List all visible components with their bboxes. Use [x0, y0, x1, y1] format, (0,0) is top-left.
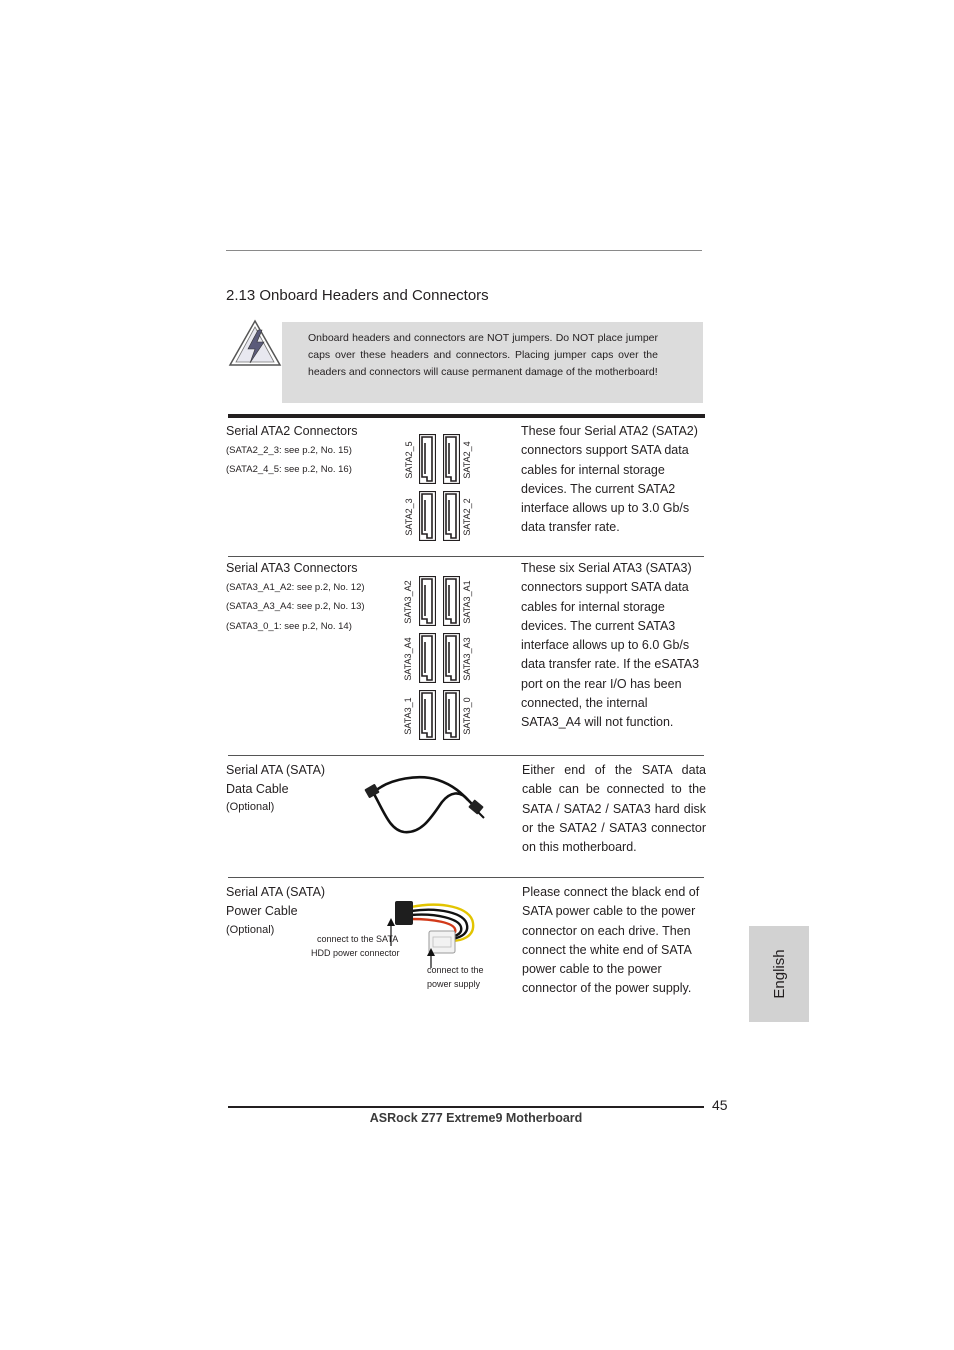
sata2-description: These four Serial ATA2 (SATA2) connectors support SATA data cables for internal storage devices. The current SATA2 interface allows up to 3.0 Gb/s data transfer rate. [521, 424, 698, 535]
power-cable-optional: (Optional) [226, 924, 275, 936]
callout-power-supply-1: connect to the [427, 965, 484, 975]
port-label: SATA3_A4 [403, 637, 413, 681]
notice-box [282, 322, 703, 403]
footer-rule [228, 1106, 704, 1108]
power-cable-description: Please connect the black end of SATA power cable to the power connector on each drive. Then connect the white end of SATA power cable to the power connector of the power supply. [522, 885, 700, 996]
sata-port-icon [419, 434, 436, 484]
row-divider [228, 556, 704, 557]
footer-text: ASRock Z77 Extreme9 Motherboard [369, 1111, 583, 1125]
sata-port-icon [443, 633, 460, 683]
port-label: SATA2_2 [462, 498, 472, 536]
sata-port-icon [443, 690, 460, 740]
data-cable-title-1: Serial ATA (SATA) [226, 763, 326, 777]
sata-port-icon [443, 576, 460, 626]
callout-power-supply-2: power supply [427, 979, 481, 989]
power-cable-title-1: Serial ATA (SATA) [226, 885, 326, 899]
table-top-rule [228, 414, 705, 418]
port-label: SATA3_1 [403, 697, 413, 735]
top-rule [226, 250, 702, 251]
callout-sata-hdd-2: HDD power connector [311, 948, 400, 958]
section-title: 2.13 Onboard Headers and Connectors [226, 287, 489, 304]
row-divider [228, 755, 704, 756]
sata2-title: Serial ATA2 Connectors [226, 424, 358, 438]
port-label: SATA3_A2 [403, 580, 413, 624]
sata2-connector-diagram [395, 430, 485, 545]
port-label: SATA3_0 [462, 697, 472, 735]
sata3-ref-1: (SATA3_A1_A2: see p.2, No. 12) [226, 582, 365, 593]
sata3-title: Serial ATA3 Connectors [226, 561, 358, 575]
data-cable-optional: (Optional) [226, 801, 275, 813]
sata-port-icon [419, 690, 436, 740]
sata-data-cable-image [360, 772, 490, 838]
sata2-ref-1: (SATA2_2_3: see p.2, No. 15) [226, 445, 352, 456]
port-label: SATA2_3 [404, 498, 414, 536]
warning-icon [228, 318, 282, 368]
power-cable-title-2: Power Cable [226, 904, 298, 918]
notice-text: Onboard headers and connectors are NOT jumpers. Do NOT place jumper caps over these headers and connectors. Placing jumper caps over the headers and connectors will cause permanent damage of the motherboard! [308, 332, 658, 378]
sata-port-icon [443, 491, 460, 541]
sata-port-icon [443, 434, 460, 484]
callout-sata-hdd-1: connect to the SATA [317, 934, 399, 944]
sata2-ref-2: (SATA2_4_5: see p.2, No. 16) [226, 464, 352, 475]
language-tab [749, 926, 809, 1022]
language-tab-label: English [770, 949, 788, 999]
page-number: 45 [712, 1097, 728, 1113]
sata3-ref-2: (SATA3_A3_A4: see p.2, No. 13) [226, 601, 365, 612]
port-label: SATA3_A3 [462, 637, 472, 681]
row-divider [228, 877, 704, 878]
sata-port-icon [419, 491, 436, 541]
sata3-connector-diagram [395, 572, 485, 744]
sata-port-icon [419, 633, 436, 683]
port-label: SATA2_5 [404, 441, 414, 479]
port-label: SATA3_A1 [462, 580, 472, 624]
sata3-ref-3: (SATA3_0_1: see p.2, No. 14) [226, 621, 352, 632]
data-cable-description: Either end of the SATA data cable can be connected to the SATA / SATA2 / SATA3 hard disk or the SATA2 / SATA3 connector on this motherboard. [522, 763, 706, 855]
sata-port-icon [419, 576, 436, 626]
port-label: SATA2_4 [462, 441, 472, 479]
data-cable-title-2: Data Cable [226, 782, 289, 796]
sata3-description: These six Serial ATA3 (SATA3) connectors support SATA data cables for internal storage devices. The current SATA3 interface allows up to 6.0 Gb/s data transfer rate. If the eSATA3 port on the rear I/O has been connected, the internal SATA3_A4 will not function. [521, 561, 700, 730]
